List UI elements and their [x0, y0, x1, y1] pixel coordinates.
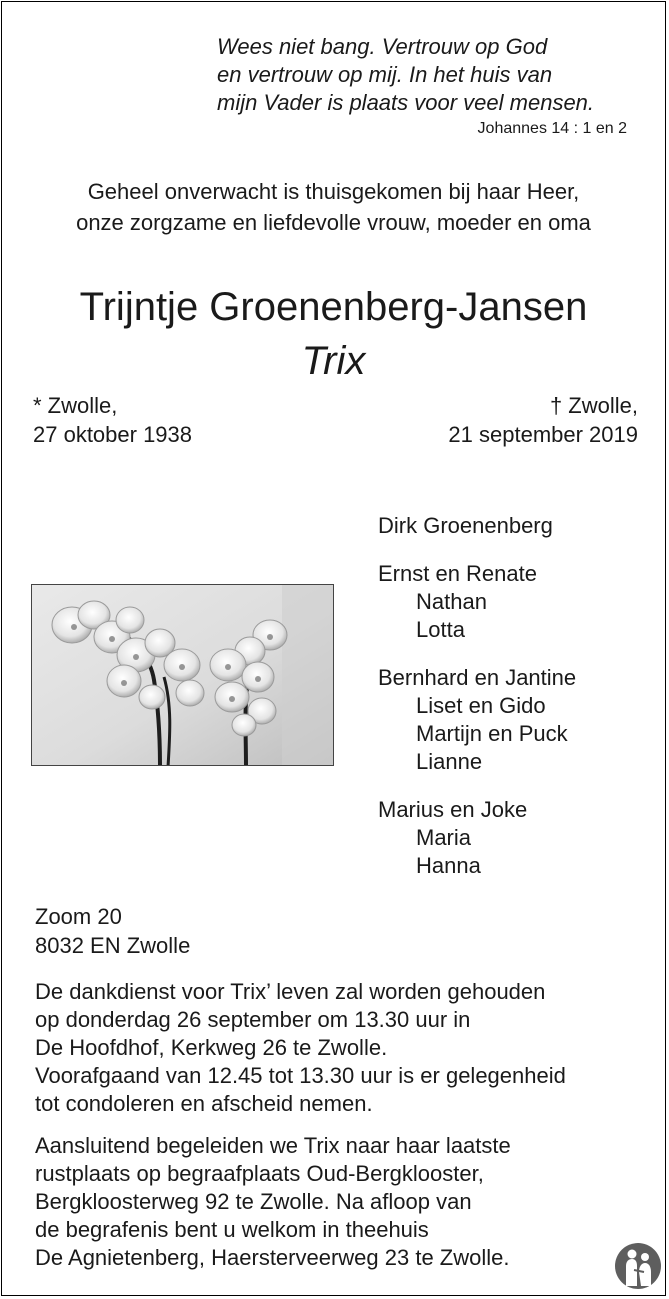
family-member: Lotta: [416, 617, 465, 642]
family-group: [378, 796, 576, 880]
birth-date: 27 oktober 1938: [33, 422, 193, 447]
address-line: 8032 EN Zwolle: [35, 933, 191, 958]
family-member: Nathan: [416, 589, 487, 614]
family-list: [378, 512, 576, 900]
family-member: Lianne: [416, 749, 483, 774]
family-head: Marius en Joke: [378, 797, 528, 822]
obituary-card: [1, 1, 666, 1296]
burial-line: rustplaats op begraafplaats Oud-Bergklooster,: [35, 1161, 484, 1186]
service-details: [35, 978, 566, 1118]
memorial-logo-icon: [614, 1242, 662, 1290]
deceased-nickname: Trix: [301, 339, 366, 383]
family-group: [378, 560, 576, 644]
burial-line: de begrafenis bent u welkom in theehuis: [35, 1217, 429, 1242]
bible-verse: [217, 33, 594, 117]
family-member: Liset en Gido: [416, 693, 546, 718]
family-group: [378, 512, 576, 540]
service-line: Voorafgaand van 12.45 tot 13.30 uur is er gelegenheid: [35, 1063, 566, 1088]
orchid-illustration: [32, 585, 334, 766]
verse-line: mijn Vader is plaats voor veel mensen.: [217, 90, 595, 115]
family-member: Hanna: [416, 853, 481, 878]
death-place: † Zwolle,: [549, 393, 638, 418]
birth-place: * Zwolle,: [33, 393, 118, 418]
intro-line: onze zorgzame en liefdevolle vrouw, moeder en oma: [76, 210, 591, 235]
intro-line: Geheel onverwacht is thuisgekomen bij haar Heer,: [87, 179, 580, 204]
family-head: Bernhard en Jantine: [378, 665, 577, 690]
verse-reference: Johannes 14 : 1 en 2: [477, 120, 627, 137]
birth-info: [33, 391, 192, 449]
service-line: tot condoleren en afscheid nemen.: [35, 1091, 373, 1116]
service-line: De Hoofdhof, Kerkweg 26 te Zwolle.: [35, 1035, 388, 1060]
verse-line: Wees niet bang. Vertrouw op God: [217, 34, 548, 59]
burial-line: Bergkloosterweg 92 te Zwolle. Na afloop van: [35, 1189, 472, 1214]
correspondence-address: [35, 902, 190, 960]
burial-line: De Agnietenberg, Haersterveerweg 23 te Zwolle.: [35, 1245, 510, 1270]
service-line: op donderdag 26 september om 13.30 uur in: [35, 1007, 471, 1032]
orchid-photo: [31, 584, 334, 766]
service-line: De dankdienst voor Trix’ leven zal worden gehouden: [35, 979, 546, 1004]
death-info: [448, 391, 638, 449]
family-member: Martijn en Puck: [416, 721, 568, 746]
family-head: Ernst en Renate: [378, 561, 537, 586]
family-head: Dirk Groenenberg: [378, 513, 553, 538]
burial-details: [35, 1132, 511, 1272]
address-line: Zoom 20: [35, 904, 122, 929]
burial-line: Aansluitend begeleiden we Trix naar haar laatste: [35, 1133, 511, 1158]
family-member: Maria: [416, 825, 472, 850]
family-group: [378, 664, 576, 776]
deceased-name: Trijntje Groenenberg-Jansen: [79, 285, 588, 329]
death-date: 21 september 2019: [448, 422, 638, 447]
verse-line: en vertrouw op mij. In het huis van: [217, 62, 553, 87]
announcement-intro: [2, 176, 665, 238]
